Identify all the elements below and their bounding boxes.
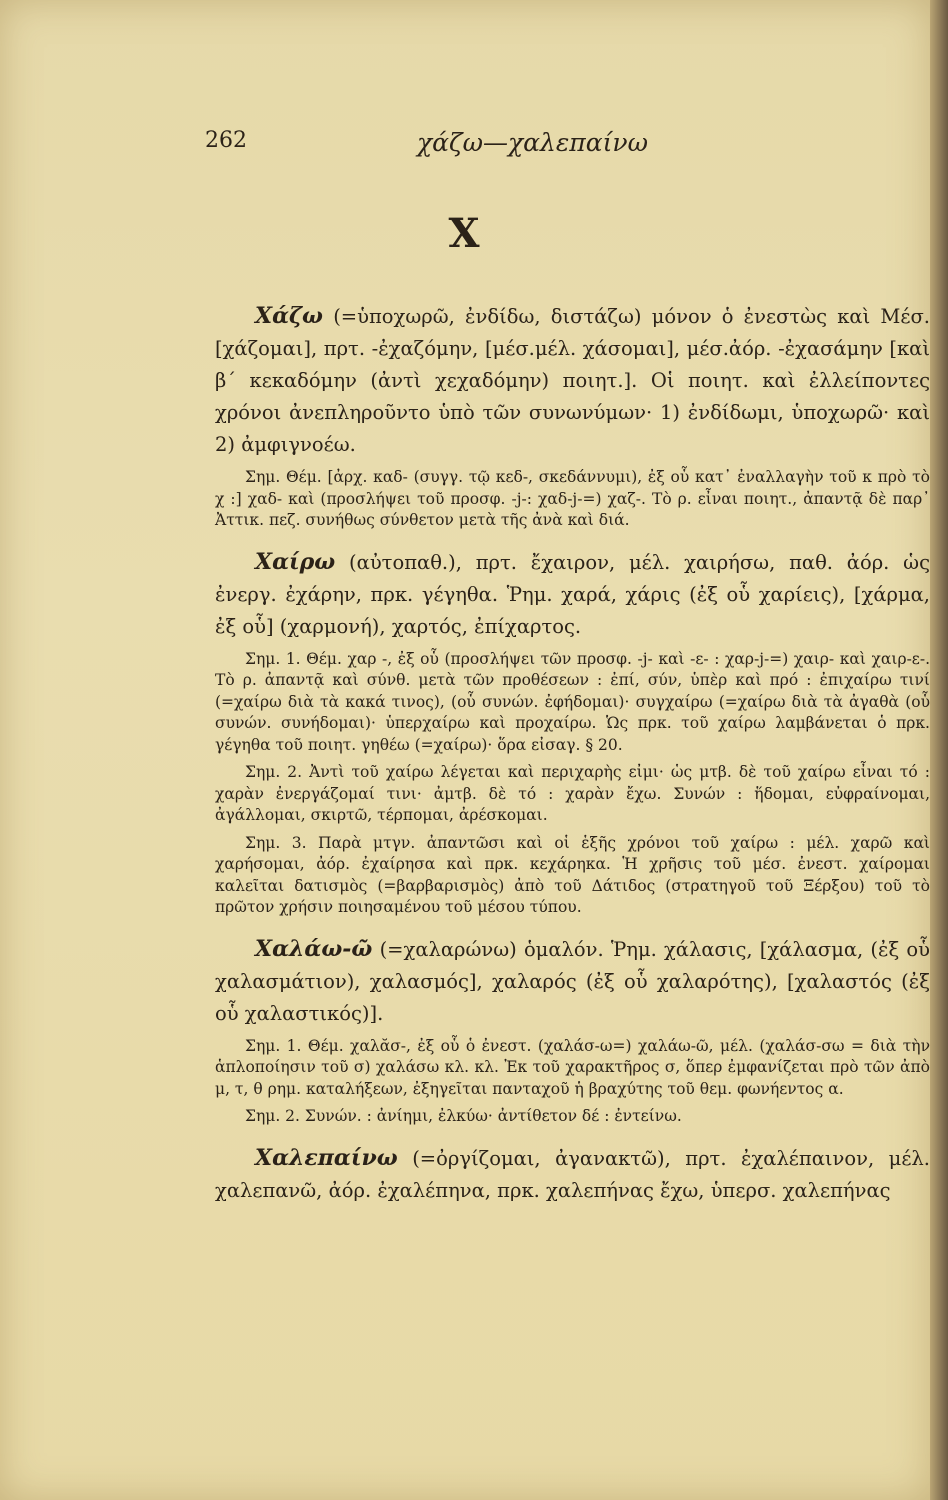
entry-lemma: Χάζω	[255, 303, 323, 329]
entry-lemma: Χαλάω-ῶ	[255, 935, 373, 962]
page-header	[205, 128, 860, 164]
entry-note: Σημ. 1. Θέμ. χαλᾰσ-, ἐξ οὗ ὁ ἐνεστ. (χαλάσ-ω=) χαλάω-ῶ, μέλ. (χαλάσ-σω = διὰ τὴν ἁπλοποίησιν τοῦ σ) χαλάσω κλ. κλ. Ἐκ τοῦ χαρακτῆρος σ, ὅπερ ἐμφανίζεται πρὸ τῶν ἀπὸ μ, τ, θ ρημ. καταλήξεων, ἐξηγεῖται πανταχοῦ ἡ βραχύτης τοῦ θεμ. φωνήεντος α.	[215, 1036, 930, 1098]
entry-note: Σημ. Θέμ. [ἀρχ. καδ- (συγγ. τῷ κεδ-, σκεδάννυμι), ἐξ οὗ κατ᾽ ἐναλλαγὴν τοῦ κ πρὸ τὸ χ :] χαδ- καὶ (προσλήψει τοῦ προσφ. -j-: χαδ-j-=) χαζ-. Τὸ ρ. εἶναι ποιητ., ἀπαντᾷ δὲ παρ᾽ Ἀττικ. πεζ. συνήθως σύνθετον μετὰ τῆς ἀνὰ καὶ διά.	[215, 468, 930, 529]
entry-lemma: Χαλεπαίνω	[255, 1144, 398, 1171]
entry-note: Σημ. 1. Θέμ. χαρ -, ἐξ οὗ (προσλήψει τῶν προσφ. -j- καὶ -ε- : χαρ-j-=) χαιρ- καὶ χαιρ-ε-. Τὸ ρ. ἀπαντᾷ καὶ σύνθ. μετὰ τῶν προθέσεων : ἐπί, σύν, ὑπὲρ καὶ πρό : ἐπιχαίρω τινί (=χαίρω διὰ τὰ κακά τινος), (οὗ συνών. ἐφήδομαι)· συγχαίρω (=χαίρω διὰ τὰ ἀγαθὰ (οὗ συνών. συνήδομαι)· ὑπερχαίρω καὶ προχαίρω. Ὡς πρκ. τοῦ χαίρω λαμβάνεται ὁ πρκ. γέγηθα τοῦ ποιητ. γηθέω (=χαίρω)· ὅρα εἰσαγ. § 20.	[215, 649, 930, 754]
entry-chazo	[215, 300, 930, 461]
entry-text: (=ὑποχωρῶ, ἐνδίδω, διστάζω) μόνον ὁ ἐνεστὼς καὶ Μέσ. [χάζομαι], πρτ. -ἐχαζόμην, [μέσ.μέλ. χάσομαι], μέσ.ἀόρ. -ἐχασάμην [καὶ β΄ κεκαδόμην (ἀντὶ χεχαδόμην) ποιητ.]. Οἱ ποιητ. καὶ ἐλλείποντες χρόνοι ἀνεπληροῦντο ὑπὸ τῶν συνωνύμων· 1) ἐνδίδωμι, ὑποχωρῶ· καὶ 2) ἀμφιγνοέω.	[215, 305, 930, 456]
entry-note: Σημ. 2. Συνών. : ἀνίημι, ἐλκύω· ἀντίθετον δέ : ἐντείνω.	[245, 1107, 682, 1125]
entry-note: Σημ. 3. Παρὰ μτγν. ἀπαντῶσι καὶ οἱ ἑξῆς χρόνοι τοῦ χαίρω : μέλ. χαρῶ καὶ χαρήσομαι, ἀόρ. ἐχαίρησα καὶ πρκ. κεχάρηκα. Ἡ χρῆσις τοῦ μέσ. ἐνεστ. χαίρομαι καλεῖται δατισμὸς (=βαρβαρισμὸς) ἀπὸ τοῦ Δάτιδος (στρατηγοῦ τοῦ Ξέρξου) τοῦ τὸ πρῶτον χρήσιν ποιησαμένου τοῦ μέσου τύπου.	[215, 833, 930, 916]
section-letter: Χ	[448, 210, 482, 257]
entry-chalao	[215, 933, 930, 1030]
dictionary-body	[215, 300, 930, 1213]
entry-text: (=ὀργίζομαι, ἀγανακτῶ), πρτ. ἐχαλέπαινον, μέλ. χαλεπανῶ, ἀόρ. ἐχαλέπηνα, πρκ. χαλεπήνας ἔχω, ὑπερσ. χαλεπήνας	[215, 1146, 930, 1202]
entry-text: (αὐτοπαθ.), πρτ. ἔχαιρον, μέλ. χαιρήσω, παθ. ἀόρ. ὡς ἐνεργ. ἐχάρην, πρκ. γέγηθα. Ῥημ. χαρά, χάρις (ἐξ οὗ χαρίεις), [χάρμα, ἐξ οὗ] (χαρμονή), χαρτός, ἐπίχαρτος.	[215, 550, 930, 638]
entry-chalepaino	[215, 1142, 930, 1207]
running-head: χάζω—χαλεπαίνω	[417, 128, 648, 157]
entry-chairo	[215, 546, 930, 643]
entry-lemma: Χαίρω	[255, 548, 336, 575]
entry-text: (=χαλαρώνω) ὁμαλόν. Ῥημ. χάλασις, [χάλασμα, (ἐξ οὗ χαλασμάτιον), χαλασμός], χαλαρός (ἐξ οὗ χαλαρότης), [χαλαστός (ἐξ οὗ χαλαστικός)].	[215, 937, 930, 1025]
page-number: 262	[205, 128, 247, 153]
page-edge	[930, 0, 948, 1500]
entry-note: Σημ. 2. Ἀντὶ τοῦ χαίρω λέγεται καὶ περιχαρὴς εἰμι· ὡς μτβ. δὲ τοῦ χαίρω εἶναι τό : χαρὰν ἐνεργάζομαί τινι· ἀμτβ. δὲ τό : χαρὰν ἔχω. Συνών : ἥδομαι, εὐφραίνομαι, ἀγάλλομαι, σκιρτῶ, τέρπομαι, ἀρέσκομαι.	[215, 763, 930, 824]
